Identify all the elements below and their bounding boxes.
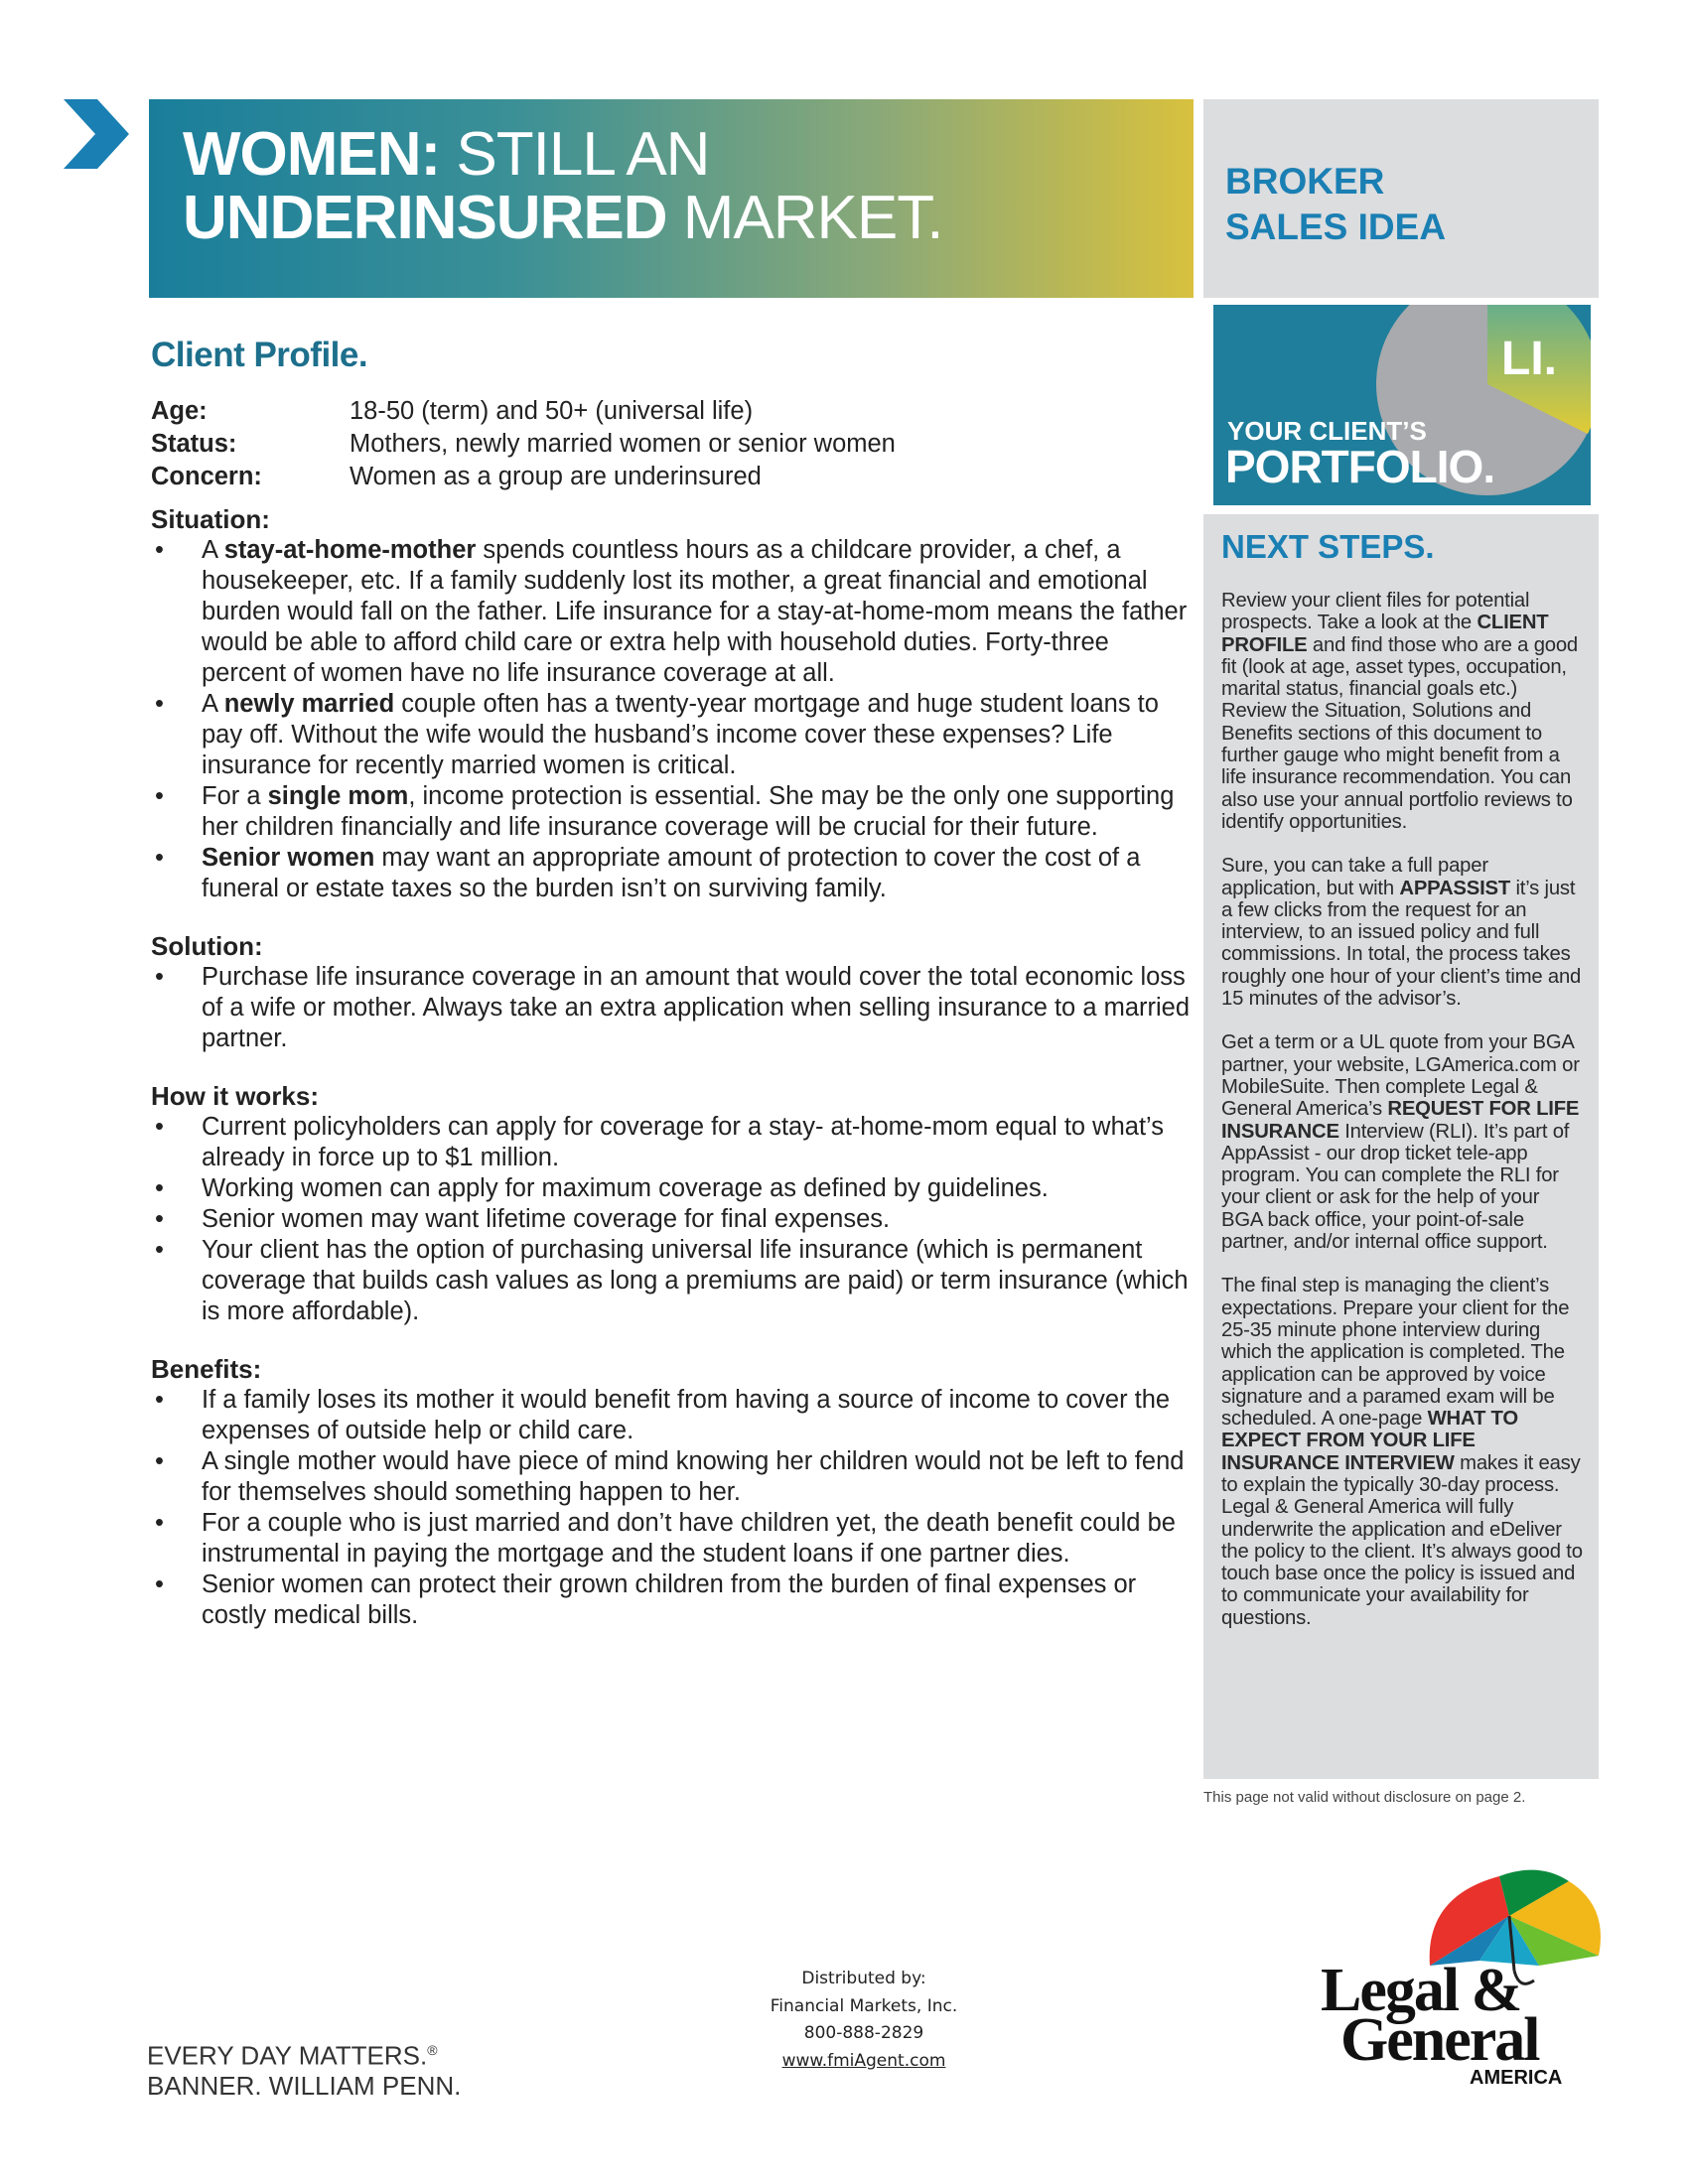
title-line-2: UNDERINSURED MARKET. xyxy=(183,184,943,252)
list-item: • A single mother would have piece of mind knowing her children would not be left to fend for themselves should something happen to her. xyxy=(151,1446,1194,1508)
broker-sales-idea-box xyxy=(1203,99,1599,298)
brand-tagline: EVERY DAY MATTERS.® BANNER. WILLIAM PENN. xyxy=(147,2040,462,2101)
how-it-works-heading: How it works: xyxy=(151,1081,320,1111)
next-steps-paragraph: Sure, you can take a full paper application, but with APPASSIST it’s just a few clicks from the request for an interview, to an issued policy and full commissions. In total, the process takes roughly one hour of your client’s time and 15 minutes of the advisor’s. xyxy=(1221,855,1582,1011)
portfolio-graphic xyxy=(1213,305,1591,505)
list-item: • A stay-at-home-mother spends countless hours as a childcare provider, a chef, a housekeeper, etc. If a family suddenly lost its mother, a great financial and emotional burden would fall on the father. Life insurance for a stay-at-home-mom means the father would be able to afford child care or extra help with household duties. Forty-three percent of women have no life insurance coverage at all. xyxy=(151,535,1194,689)
logo-general: General xyxy=(1340,2006,1539,2074)
list-item: • Current policyholders can apply for coverage for a stay- at-home-mom equal to what’s already in force up to $1 million. xyxy=(151,1112,1194,1173)
next-steps-paragraph: Review your client files for potential prospects. Take a look at the CLIENT PROFILE and find those who are a good fit (look at age, asset types, occupation, marital status, financial goals etc.) Review the Situation, Solutions and Benefits sections of this document to further gauge who might benefit from a life insurance recommendation. You can also use your annual portfolio reviews to identify opportunities. xyxy=(1221,590,1579,833)
list-item: • A newly married couple often has a twenty-year mortgage and huge student loans to pay off. Without the wife would the husband’s income cover these expenses? Life insurance for recently married women is critical. xyxy=(151,689,1194,781)
chevron-arrow-icon xyxy=(64,99,133,169)
main-content xyxy=(151,336,1203,1631)
solution-list xyxy=(151,962,1203,1054)
distributor-phone: 800-888-2829 xyxy=(803,2023,924,2043)
distributor-name: Financial Markets, Inc. xyxy=(770,1995,958,2016)
legal-general-logo xyxy=(1311,1856,1609,2095)
profile-row: Age: 18-50 (term) and 50+ (universal life) xyxy=(151,397,754,425)
next-steps-title: NEXT STEPS. xyxy=(1221,528,1435,565)
broker-label: BROKER xyxy=(1225,161,1385,202)
list-item: • For a couple who is just married and don’t have children yet, the death benefit could be instrumental in paying the mortgage and the student loans if one partner dies. xyxy=(151,1508,1194,1570)
next-steps-paragraph: The final step is managing the client’s expectations. Prepare your client for the 25-35 minute phone interview during which the application is completed. The application can be approved by voice signature and a paramed exam will be scheduled. A one-page WHAT TO EXPECT FROM YOUR LIFE INSURANCE INTERVIEW makes it easy to explain the typically 30-day process. Legal & General America will fully underwrite the application and eDeliver the policy to the client. It’s always good to touch base once the policy is issued and to communicate your availability for questions. xyxy=(1221,1275,1583,1629)
how-it-works-list xyxy=(151,1112,1203,1327)
profile-row: Concern: Women as a group are underinsured xyxy=(151,463,762,490)
title-line-1: WOMEN: STILL AN xyxy=(183,120,710,189)
list-item: • Working women can apply for maximum coverage as defined by guidelines. xyxy=(151,1173,1194,1204)
distributed-by-label: Distributed by: xyxy=(801,1969,926,1988)
client-profile-title: Client Profile. xyxy=(151,336,368,374)
distributor-info xyxy=(695,1966,1033,2075)
list-item: • For a single mom, income protection is essential. She may be the only one supporting her children financially and life insurance coverage will be crucial for their future. xyxy=(151,781,1194,843)
profile-row: Status: Mothers, newly married women or senior women xyxy=(151,430,896,458)
portfolio-label: PORTFOLIO. xyxy=(1225,441,1495,492)
list-item: • If a family loses its mother it would benefit from having a source of income to cover the expenses of outside help or child care. xyxy=(151,1385,1194,1446)
disclaimer-note: This page not valid without disclosure on page 2. xyxy=(1203,1789,1526,1806)
list-item: • Purchase life insurance coverage in an amount that would cover the total economic loss of a wife or mother. Always take an extra application when selling insurance to a married partner. xyxy=(151,962,1194,1054)
distributor-url-link[interactable]: www.fmiAgent.com xyxy=(781,2050,946,2071)
list-item: • Senior women can protect their grown children from the burden of final expenses or costly medical bills. xyxy=(151,1570,1194,1631)
li-badge: LI. xyxy=(1501,333,1557,385)
list-item: • Senior women may want lifetime coverage for final expenses. xyxy=(151,1204,1194,1235)
next-steps-paragraph: Get a term or a UL quote from your BGA partner, your website, LGAmerica.com or MobileSuite. Then complete Legal & General America’s REQUEST FOR LIFE INSURANCE Interview (RLI). It’s part of AppAssist - our drop ticket tele-app program. You can complete the RLI for your client or ask for the help of your BGA back office, your point-of-sale partner, and/or internal office support. xyxy=(1221,1031,1580,1254)
sales-idea-label: SALES IDEA xyxy=(1225,206,1447,247)
benefits-list xyxy=(151,1385,1203,1631)
title-banner xyxy=(149,99,1194,298)
benefits-heading: Benefits: xyxy=(151,1354,262,1384)
next-steps-panel xyxy=(1203,514,1599,1779)
your-clients-label: YOUR CLIENT’S xyxy=(1227,416,1427,446)
situation-heading: Situation: xyxy=(151,504,270,534)
situation-list xyxy=(151,535,1203,904)
solution-heading: Solution: xyxy=(151,931,263,961)
logo-america: AMERICA xyxy=(1470,2067,1563,2089)
list-item: • Senior women may want an appropriate amount of protection to cover the cost of a funeral or estate taxes so the burden isn’t on surviving family. xyxy=(151,843,1194,904)
list-item: • Your client has the option of purchasing universal life insurance (which is permanent coverage that builds cash values as long a premiums are paid) or term insurance (which is more affordable). xyxy=(151,1235,1194,1327)
logo-legal: Legal & xyxy=(1321,1957,1521,2024)
